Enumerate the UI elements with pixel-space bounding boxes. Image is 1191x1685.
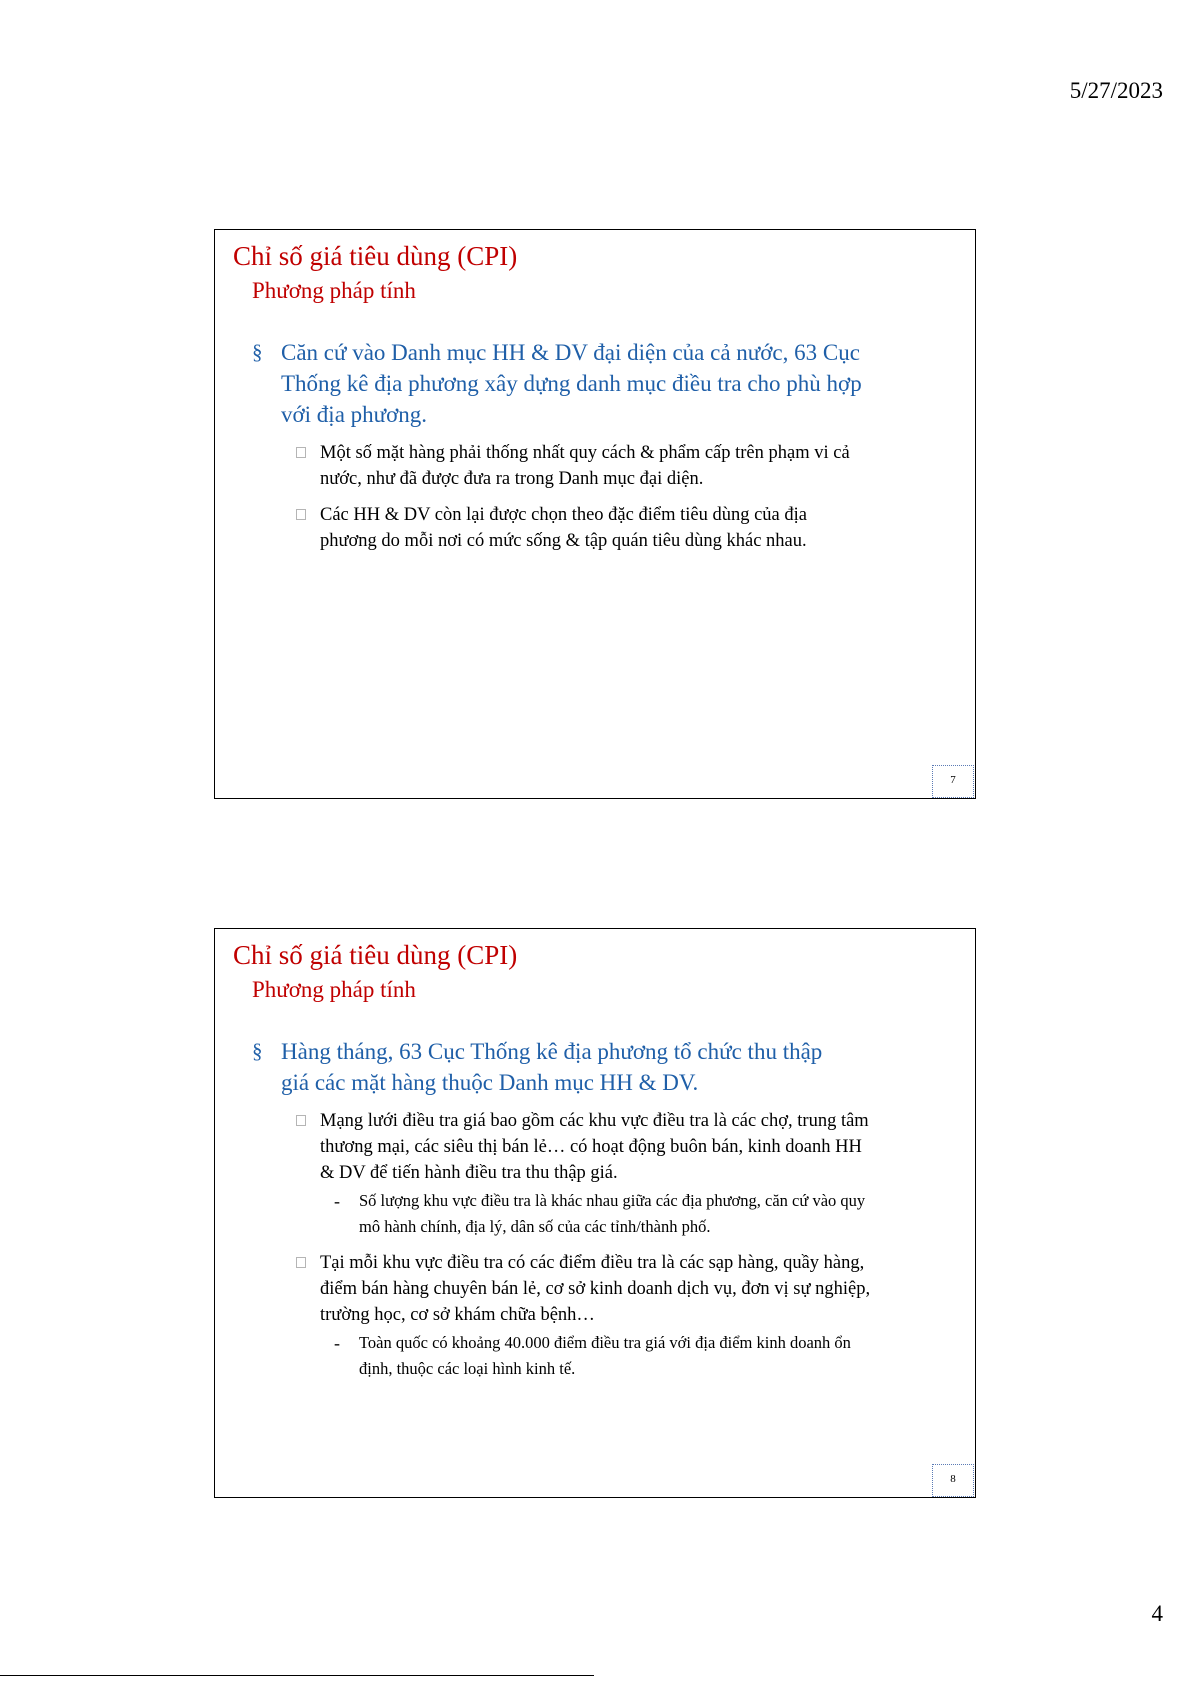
sub-bullet-text: Một số mặt hàng phải thống nhất quy cách & phẩm cấp trên phạm vi cả nước, như đã được đưa ra trong Danh mục đại diện. xyxy=(320,443,850,489)
main-bullet-text: Căn cứ vào Danh mục HH & DV đại diện của cả nước, 63 Cục Thống kê địa phương xây dựng danh mục điều tra cho phù hợp với địa phương. xyxy=(281,340,862,427)
sub-bullet xyxy=(295,1108,880,1240)
square-bullet-icon xyxy=(296,1257,306,1268)
main-bullet xyxy=(252,1036,837,1098)
sub-bullet xyxy=(295,502,862,554)
slide-content xyxy=(252,337,862,564)
page-number: 4 xyxy=(1151,1601,1163,1626)
sub-bullet-text: Mạng lưới điều tra giá bao gồm các khu vực điều tra là các chợ, trung tâm thương mại, các siêu thị bán lẻ… có hoạt động buôn bán, kinh doanh HH & DV để tiến hành điều tra thu thập giá. xyxy=(320,1111,869,1183)
detail-bullet xyxy=(334,1330,880,1382)
sub-bullet xyxy=(295,1250,880,1382)
slide-title: Chỉ số giá tiêu dùng (CPI) xyxy=(233,241,518,271)
dash-bullet-icon: - xyxy=(334,1333,340,1353)
slide-7 xyxy=(214,229,976,799)
sub-bullet xyxy=(295,440,862,492)
section-marker-icon: § xyxy=(252,1039,263,1063)
slide-subtitle: Phương pháp tính xyxy=(252,977,416,1002)
slide-content xyxy=(252,1036,871,1392)
detail-text: Số lượng khu vực điều tra là khác nhau giữa các địa phương, căn cứ vào quy mô hành chính, địa lý, dân số của các tỉnh/thành phố. xyxy=(359,1191,866,1236)
square-bullet-icon xyxy=(296,509,306,520)
sub-bullet-text: Tại mỗi khu vực điều tra có các điểm điều tra là các sạp hàng, quầy hàng, điểm bán hàng chuyên bán lẻ, cơ sở kinh doanh dịch vụ, đơn vị sự nghiệp, trường học, cơ sở khám chữa bệnh… xyxy=(320,1253,871,1325)
slide-subtitle: Phương pháp tính xyxy=(252,278,416,303)
detail-list xyxy=(320,1188,880,1240)
main-bullet xyxy=(252,337,862,430)
dash-bullet-icon: - xyxy=(334,1191,340,1211)
slide-number: 7 xyxy=(932,765,974,798)
sub-bullet-list xyxy=(252,440,862,554)
square-bullet-icon xyxy=(296,447,306,458)
detail-bullet xyxy=(334,1188,880,1240)
sub-bullet-text: Các HH & DV còn lại được chọn theo đặc điểm tiêu dùng của địa phương do mỗi nơi có mức sống & tập quán tiêu dùng khác nhau. xyxy=(320,505,807,551)
slide-8 xyxy=(214,928,976,1498)
detail-text: Toàn quốc có khoảng 40.000 điểm điều tra giá với địa điểm kinh doanh ổn định, thuộc các loại hình kinh tế. xyxy=(359,1333,851,1378)
section-marker-icon: § xyxy=(252,340,263,364)
footer-divider xyxy=(0,1675,594,1676)
main-bullet-text: Hàng tháng, 63 Cục Thống kê địa phương tổ chức thu thập giá các mặt hàng thuộc Danh mục HH & DV. xyxy=(281,1039,823,1095)
slide-number: 8 xyxy=(932,1464,974,1497)
sub-bullet-list xyxy=(252,1108,880,1382)
page-date: 5/27/2023 xyxy=(1069,78,1163,103)
square-bullet-icon xyxy=(296,1115,306,1126)
slide-title: Chỉ số giá tiêu dùng (CPI) xyxy=(233,940,518,970)
detail-list xyxy=(320,1330,880,1382)
